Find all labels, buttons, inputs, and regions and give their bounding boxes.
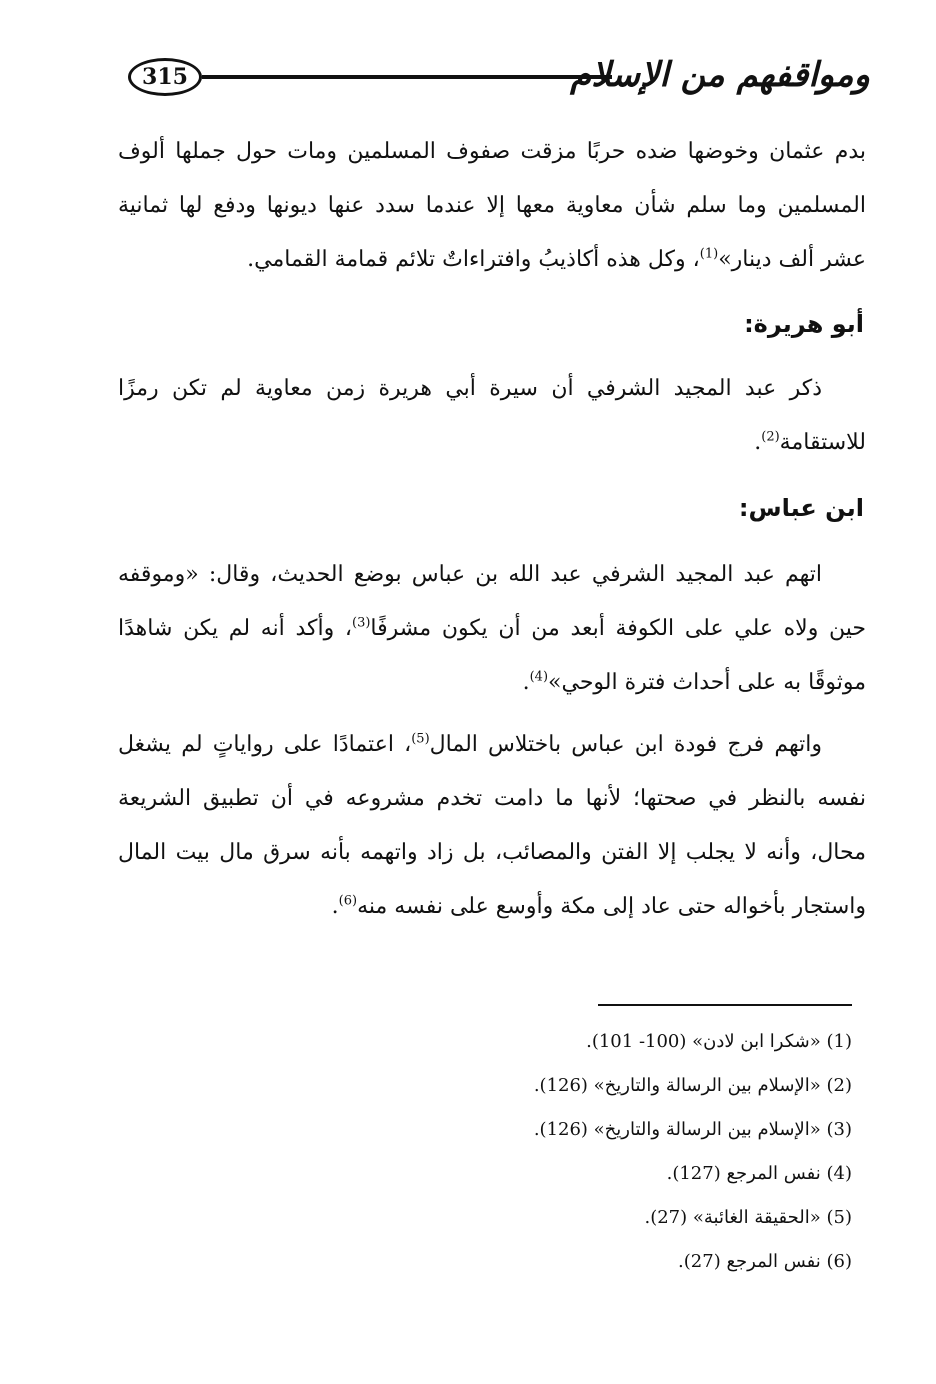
paragraph-1-end: ، وكل هذه أكاذيبُ وافتراءاتٌ تلائم قمامة القمامي.	[247, 247, 700, 272]
page-header	[120, 48, 870, 108]
paragraph-2	[118, 362, 866, 470]
running-title: ومواقفهم من الإسلام	[570, 55, 870, 95]
paragraph-3	[118, 548, 866, 710]
paragraph-3-end: .	[522, 670, 530, 695]
footnote-6: (6) نفس المرجع (27).	[678, 1251, 852, 1272]
footnote-ref-4: (4)	[529, 669, 549, 685]
footnote-5: (5) «الحقيقة الغائبة» (27).	[644, 1207, 852, 1228]
footnote-separator	[598, 1004, 852, 1006]
footnote-ref-6: (6)	[338, 893, 358, 909]
paragraph-4-text-a: واتهم فرج فودة ابن عباس باختلاس المال	[429, 732, 822, 757]
footnote-ref-5: (5)	[411, 731, 430, 747]
paragraph-2-end: .	[754, 430, 762, 455]
footnote-ref-1: (1)	[699, 246, 719, 262]
heading-abu-hurairah: أبو هريرة:	[744, 310, 864, 338]
paragraph-4-end: .	[331, 894, 339, 919]
paragraph-1	[118, 125, 866, 287]
footnote-1: (1) «شكرا ابن لادن» (100- 101).	[586, 1031, 852, 1052]
paragraph-1-text: بدم عثمان وخوضها ضده حربًا مزقت صفوف المسلمين ومات حول جملها ألوف المسلمين وما سلم شأن معاوية معها إلا عندما سدد عنها ديونها ودفع لها ثمانية عشر ألف دينار»	[118, 139, 866, 272]
footnote-4: (4) نفس المرجع (127).	[666, 1163, 852, 1184]
paragraph-2-text: ذكر عبد المجيد الشرفي أن سيرة أبي هريرة زمن معاوية لم تكن رمزًا للاستقامة	[118, 376, 866, 455]
footnote-3: (3) «الإسلام بين الرسالة والتاريخ» (126).	[533, 1119, 852, 1140]
paragraph-4-text-b: ، اعتمادًا على رواياتٍ لم يشغل نفسه بالنظر في صحتها؛ لأنها ما دامت تخدم مشروعه في أن تطبيق الشريعة محال، وأنه لا يجلب إلا الفتن والمصائب، بل زاد واتهمه بأنه سرق مال بيت المال واستجار بأخواله حتى عاد إلى مكة وأوسع على نفسه منه	[118, 732, 866, 919]
footnote-ref-3: (3)	[351, 615, 371, 631]
paragraph-4	[118, 718, 866, 934]
paragraph-3-text-a: اتهم عبد المجيد الشرفي عبد الله بن عباس بوضع الحديث، وقال: «وموقفه حين ولاه علي على الكوفة أبعد من أن يكون مشرفًا	[118, 562, 866, 641]
header-rule	[202, 75, 612, 79]
paragraph-3-text-b: ، وأكد أنه لم يكن شاهدًا موثوقًا به على أحداث فترة الوحي»	[118, 616, 866, 695]
footnote-ref-2: (2)	[761, 429, 780, 445]
heading-ibn-abbas: ابن عباس:	[738, 494, 864, 522]
footnote-2: (2) «الإسلام بين الرسالة والتاريخ» (126).	[533, 1075, 852, 1096]
page-number: 315	[128, 58, 202, 96]
footnotes-list	[360, 1020, 852, 1284]
